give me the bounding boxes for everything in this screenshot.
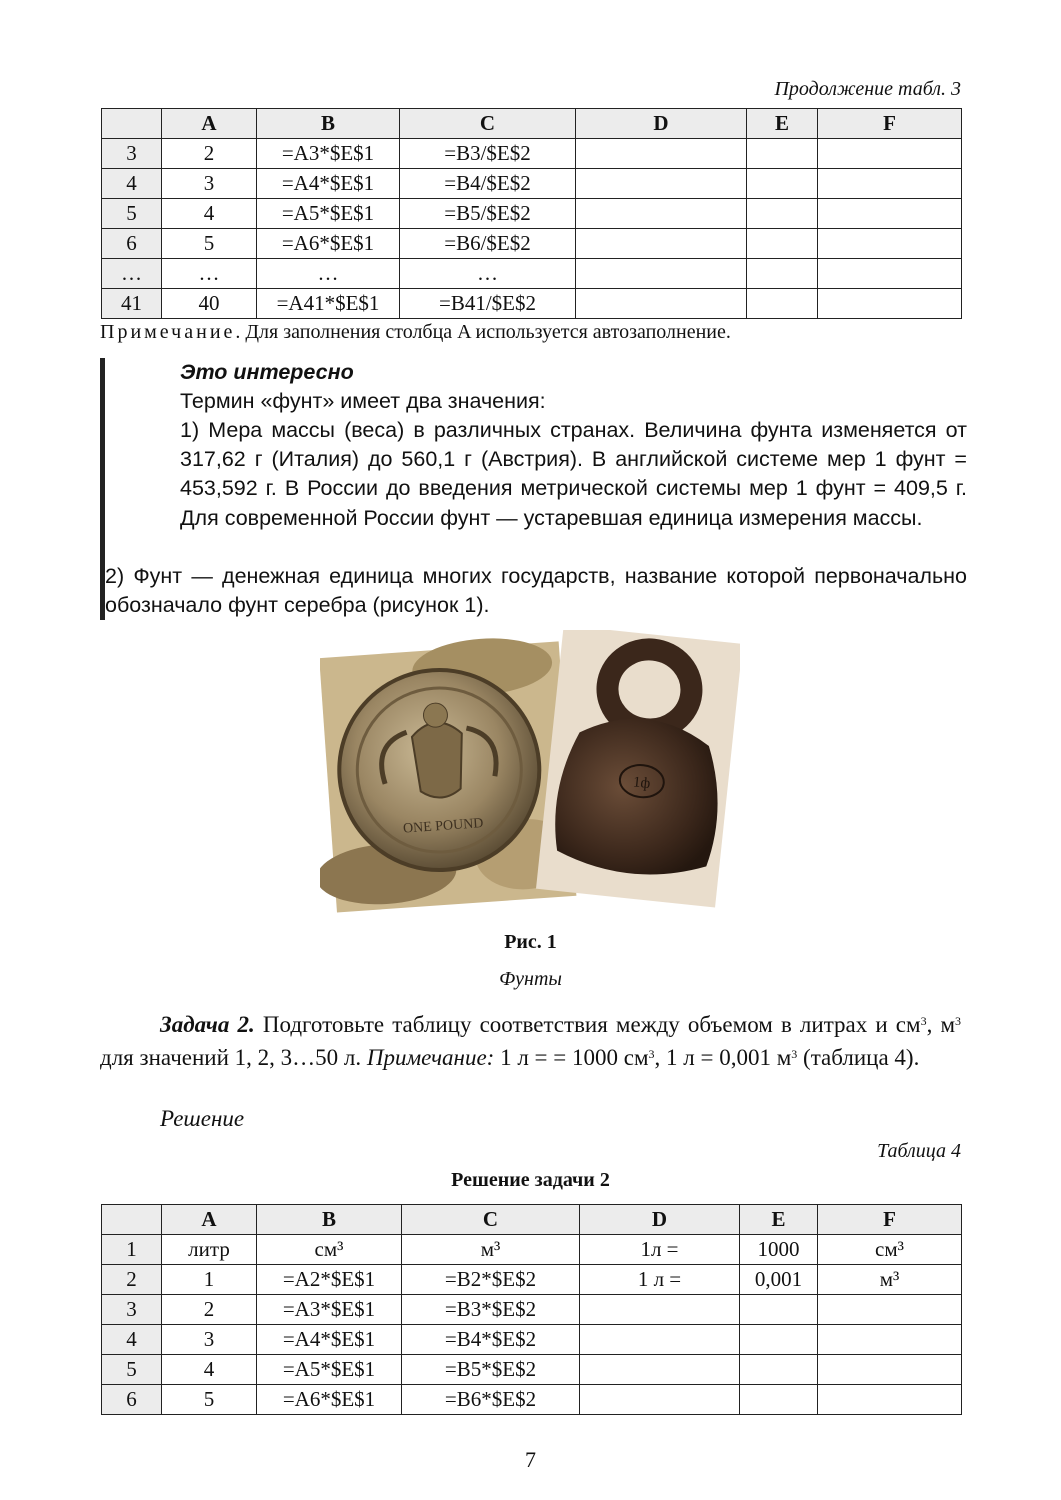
table-cell [576, 289, 747, 319]
table-row [102, 1385, 962, 1415]
row-number-cell: 5 [102, 199, 162, 229]
table-cell: … [400, 259, 576, 289]
table-row [102, 1325, 962, 1355]
weight-photo [536, 630, 740, 907]
table-cell: 2 [162, 139, 257, 169]
table-cell: 4 [162, 199, 257, 229]
solution-heading: Решение [160, 1106, 245, 1131]
table-cell: =A3*$E$1 [257, 139, 400, 169]
table-cell [818, 1385, 962, 1415]
table-cell: см³ [818, 1235, 962, 1265]
table-cell [818, 1325, 962, 1355]
table-row [102, 199, 962, 229]
column-header: E [747, 109, 818, 139]
column-header: A [162, 109, 257, 139]
table-cell: =B5*$E$2 [402, 1355, 580, 1385]
table-cell: =A4*$E$1 [257, 169, 400, 199]
table-cell: =A6*$E$1 [257, 1385, 402, 1415]
table-row [102, 229, 962, 259]
table-cell [740, 1355, 818, 1385]
table-4-number: Таблица 4 [877, 1140, 961, 1162]
table-cell: см³ [257, 1235, 402, 1265]
table-cell [580, 1325, 740, 1355]
table-cell [747, 169, 818, 199]
table-cell: =A6*$E$1 [257, 229, 400, 259]
table-cell: 0,001 [740, 1265, 818, 1295]
table-cell [818, 1295, 962, 1325]
table-cell [818, 199, 962, 229]
row-number-cell: 5 [102, 1355, 162, 1385]
column-header: E [740, 1205, 818, 1235]
weight-mark: 1ф [632, 774, 652, 792]
column-header: B [257, 109, 400, 139]
row-number-cell: 41 [102, 289, 162, 319]
table-cell: 1000 [740, 1235, 818, 1265]
table-cell [747, 199, 818, 229]
page-number: 7 [525, 1447, 536, 1472]
row-number-cell: 4 [102, 169, 162, 199]
row-number-cell: 2 [102, 1265, 162, 1295]
table-cell: 3 [162, 1325, 257, 1355]
figure-title: Фунты [499, 968, 562, 990]
table-cell: 3 [162, 169, 257, 199]
table-cell: =A3*$E$1 [257, 1295, 402, 1325]
column-header: B [257, 1205, 402, 1235]
column-header: A [162, 1205, 257, 1235]
table-cell: =A4*$E$1 [257, 1325, 402, 1355]
column-header: C [400, 109, 576, 139]
table-row [102, 1235, 962, 1265]
table-cell [576, 229, 747, 259]
column-header: D [576, 109, 747, 139]
interesting-box [100, 358, 967, 620]
row-number-cell: 3 [102, 1295, 162, 1325]
note-label: Примечание [100, 321, 236, 343]
table-header-row [102, 109, 962, 139]
note-text: . Для заполнения столбца A используется автозаполнение. [235, 321, 731, 343]
table-row [102, 1265, 962, 1295]
table-4-title: Решение задачи 2 [451, 1169, 610, 1191]
table-cell: =A5*$E$1 [257, 199, 400, 229]
table-cell [576, 139, 747, 169]
table-cell [576, 199, 747, 229]
table-cell [576, 259, 747, 289]
spreadsheet-table-3 [101, 108, 962, 319]
table-row [102, 1355, 962, 1385]
table-continuation-caption: Продолжение табл. 3 [774, 78, 961, 100]
table-cell: 1л = [580, 1235, 740, 1265]
table-cell: =A41*$E$1 [257, 289, 400, 319]
table-cell: =B41/$E$2 [400, 289, 576, 319]
table-row [102, 1295, 962, 1325]
table-cell: 1 л = [580, 1265, 740, 1295]
table-cell: … [162, 259, 257, 289]
table-cell [818, 169, 962, 199]
row-number-cell: 1 [102, 1235, 162, 1265]
row-number-cell: … [102, 259, 162, 289]
table-cell [747, 259, 818, 289]
interesting-paragraph-2: 2) Фунт — денежная единица многих государств, название которой первоначально обозначало фунт серебра (рисунок 1). [105, 564, 967, 618]
table-cell: 4 [162, 1355, 257, 1385]
figure-illustration [320, 630, 740, 930]
table-cell [740, 1385, 818, 1415]
table-cell [747, 139, 818, 169]
table-cell: 2 [162, 1295, 257, 1325]
table-cell: =B6/$E$2 [400, 229, 576, 259]
table-row [102, 289, 962, 319]
table-cell [580, 1355, 740, 1385]
table-cell: 5 [162, 1385, 257, 1415]
table-header-row [102, 1205, 962, 1235]
table-cell [740, 1295, 818, 1325]
column-header: D [580, 1205, 740, 1235]
table-cell: м³ [818, 1265, 962, 1295]
row-number-cell: 4 [102, 1325, 162, 1355]
table-cell [818, 259, 962, 289]
table-cell [747, 289, 818, 319]
table-cell: 40 [162, 289, 257, 319]
table-cell [818, 139, 962, 169]
table-cell: 5 [162, 229, 257, 259]
figure-label: Рис. 1 [504, 931, 557, 953]
column-header: F [818, 1205, 962, 1235]
table-cell: литр [162, 1235, 257, 1265]
table-cell [580, 1295, 740, 1325]
table-row [102, 169, 962, 199]
table-cell: … [257, 259, 400, 289]
column-header [102, 109, 162, 139]
interesting-paragraph-1: 1) Мера массы (веса) в различных странах. Величина фунта изменяется от 317,62 г (Италия) до 560,1 г (Австрия). В английской системе мер 1 фунт = 453,592 г. В России до введения метрической системы мер 1 фунт = 409,5 г. Для современной России фунт — устаревшая единица измерения массы. [180, 418, 967, 530]
column-header [102, 1205, 162, 1235]
row-number-cell: 6 [102, 1385, 162, 1415]
table-cell: 1 [162, 1265, 257, 1295]
table-cell: м³ [402, 1235, 580, 1265]
coin-inscription: ONE POUND [402, 816, 484, 837]
table-cell: =A5*$E$1 [257, 1355, 402, 1385]
table-cell [747, 229, 818, 259]
column-header: F [818, 109, 962, 139]
interesting-intro: Термин «фунт» имеет два значения: [180, 389, 546, 413]
table-cell: =B6*$E$2 [402, 1385, 580, 1415]
row-number-cell: 6 [102, 229, 162, 259]
table-row [102, 259, 962, 289]
row-number-cell: 3 [102, 139, 162, 169]
table-cell: =B5/$E$2 [400, 199, 576, 229]
table-cell: =B3*$E$2 [402, 1295, 580, 1325]
table-cell: =B4*$E$2 [402, 1325, 580, 1355]
table-cell: =A2*$E$1 [257, 1265, 402, 1295]
spreadsheet-table-4 [101, 1204, 962, 1415]
table-cell [818, 289, 962, 319]
table-cell [818, 229, 962, 259]
interesting-heading: Это интересно [180, 360, 354, 384]
table-cell: =B4/$E$2 [400, 169, 576, 199]
column-header: C [402, 1205, 580, 1235]
table-cell [580, 1385, 740, 1415]
table-cell [740, 1325, 818, 1355]
table-cell [576, 169, 747, 199]
table-row [102, 139, 962, 169]
table-note [100, 321, 731, 344]
table-cell: =B3/$E$2 [400, 139, 576, 169]
table-cell [818, 1355, 962, 1385]
figure-pound-coin-and-weight [320, 630, 740, 930]
task-2-text: Задача 2. Подготовьте таблицу соответствия между объемом в литрах и $см^3$, $м^3$ для значений 1, 2, 3…50 л. Примечание: 1 л = = 1000 $см^3$, 1 л = 0,001 $м^3$ (таблица 4). [100, 1012, 962, 1070]
table-cell: =B2*$E$2 [402, 1265, 580, 1295]
